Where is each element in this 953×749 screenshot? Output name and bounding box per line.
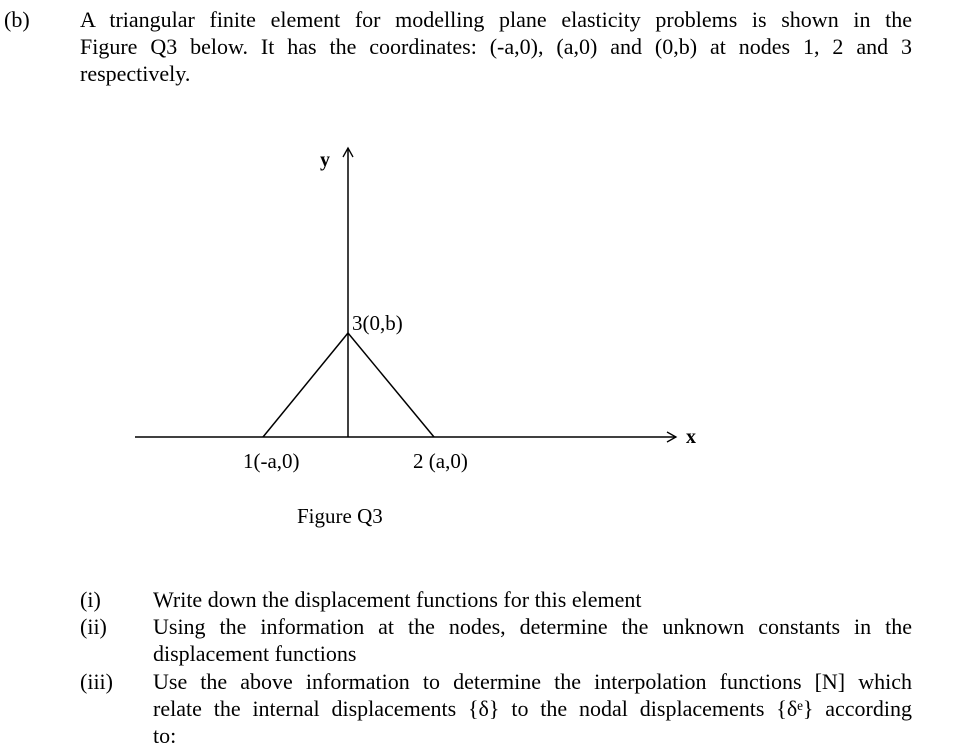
question-i-line-1: Write down the displacement functions for this element bbox=[153, 587, 642, 612]
intro-line-1: A triangular finite element for modelling plane elasticity problems is shown in the bbox=[80, 7, 912, 32]
part-label: (b) bbox=[4, 7, 30, 32]
triangle-edge-3-2 bbox=[348, 333, 434, 437]
x-axis-label: x bbox=[686, 426, 696, 448]
question-number-ii: (ii) bbox=[80, 614, 107, 639]
question-iii-line-2: relate the internal displacements {δ} to the nodal displacements {δᵉ} according bbox=[153, 696, 912, 721]
intro-line-3: respectively. bbox=[80, 61, 191, 86]
triangle-edge-1-3 bbox=[263, 333, 348, 437]
question-text-i bbox=[153, 586, 912, 613]
question-iii-line-3: to: bbox=[153, 723, 177, 748]
figure-caption: Figure Q3 bbox=[297, 504, 383, 528]
y-axis-label: y bbox=[320, 149, 330, 171]
question-ii-line-2: displacement functions bbox=[153, 641, 357, 666]
question-text-ii bbox=[153, 613, 912, 667]
question-number-i: (i) bbox=[80, 587, 101, 612]
question-iii-line-1: Use the above information to determine the interpolation functions [N] which bbox=[153, 669, 912, 694]
intro-line-2: Figure Q3 below. It has the coordinates: (-a,0), (a,0) and (0,b) at nodes 1, 2 and 3 bbox=[80, 34, 912, 59]
question-ii-line-1: Using the information at the nodes, determine the unknown constants in the bbox=[153, 614, 912, 639]
node2-label: 2 (a,0) bbox=[413, 449, 468, 473]
question-text-iii bbox=[153, 668, 912, 749]
question-number-iii: (iii) bbox=[80, 669, 113, 694]
node1-label: 1(-a,0) bbox=[243, 449, 300, 473]
node3-label: 3(0,b) bbox=[352, 311, 403, 335]
